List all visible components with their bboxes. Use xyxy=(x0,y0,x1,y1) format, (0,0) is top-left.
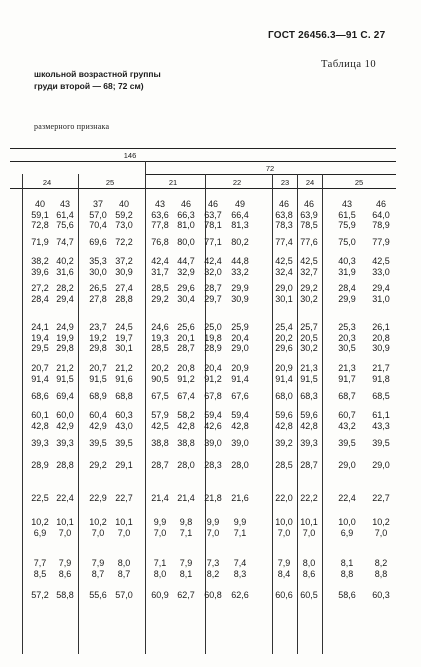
table-cell: 60,6 xyxy=(275,590,293,600)
table-cell: 60,3 xyxy=(372,590,390,600)
table-cell: 7,1 8,0 xyxy=(153,558,167,579)
table-cell: 42,4 31,7 xyxy=(151,256,169,277)
table-cell: 10,1 7,0 xyxy=(115,517,133,538)
table-cell: 28,8 xyxy=(56,460,74,470)
table-cell: 29,0 xyxy=(372,460,390,470)
table-cell: 25,7 20,5 30,2 xyxy=(300,322,318,353)
table-cell: 39,0 xyxy=(204,438,222,448)
table-cell: 22,5 xyxy=(31,493,49,503)
size-header: 21 xyxy=(168,178,178,187)
table-cell: 10,2 6,9 xyxy=(31,517,49,538)
table-cell: 20,9 91,4 xyxy=(275,363,293,384)
table-cell: 28,7 29,7 xyxy=(204,283,222,304)
table-cell: 7,4 8,3 xyxy=(233,558,247,579)
table-cell: 37 57,0 70,4 xyxy=(89,199,107,230)
table-cell: 68,6 xyxy=(31,391,49,401)
table-caption-line-1: школьной возрастной группы xyxy=(34,69,161,79)
table-cell: 57,9 42,5 xyxy=(151,410,169,431)
table-cell: 29,0 30,1 xyxy=(275,283,293,304)
table-cell: 68,9 xyxy=(89,391,107,401)
col-divider xyxy=(322,174,323,654)
table-cell: 71,9 xyxy=(31,237,49,247)
table-cell: 22,2 xyxy=(300,493,318,503)
table-cell: 21,4 xyxy=(151,493,169,503)
table-cell: 69,6 xyxy=(89,237,107,247)
table-cell: 60,4 42,9 xyxy=(89,410,107,431)
table-cell: 57,2 xyxy=(31,590,49,600)
table-cell: 40,2 31,6 xyxy=(56,256,74,277)
table-cell: 10,2 7,0 xyxy=(89,517,107,538)
table-cell: 75,0 xyxy=(338,237,356,247)
table-cell: 74,7 xyxy=(56,237,74,247)
table-cell: 68,3 xyxy=(300,391,318,401)
table-cell: 28,0 xyxy=(231,460,249,470)
table-cell: 38,2 39,6 xyxy=(31,256,49,277)
table-cell: 29,0 xyxy=(338,460,356,470)
col-group-72: 72 xyxy=(265,164,275,173)
table-cell: 39,5 xyxy=(372,438,390,448)
table-cell: 40,3 31,9 xyxy=(338,256,356,277)
table-cell: 20,7 91,5 xyxy=(89,363,107,384)
table-cell: 39,3 xyxy=(300,438,318,448)
table-cell: 39,5 xyxy=(89,438,107,448)
table-cell: 39,0 xyxy=(231,438,249,448)
size-header: 24 xyxy=(305,178,315,187)
table-cell: 77,1 xyxy=(204,237,222,247)
table-cell: 59,4 42,8 xyxy=(231,410,249,431)
table-cell: 29,4 31,0 xyxy=(372,283,390,304)
table-cell: 21,2 91,6 xyxy=(115,363,133,384)
table-cell: 28,5 xyxy=(275,460,293,470)
table-cell: 28,9 xyxy=(31,460,49,470)
table-cell: 25,9 20,4 29,0 xyxy=(231,322,249,353)
table-cell: 28,0 xyxy=(177,460,195,470)
table-cell: 59,6 42,8 xyxy=(275,410,293,431)
table-cell: 24,1 19,4 29,5 xyxy=(31,322,49,353)
table-cell: 80,2 xyxy=(231,237,249,247)
table-cell: 67,8 xyxy=(204,391,222,401)
table-cell: 27,2 28,4 xyxy=(31,283,49,304)
table-cell: 68,0 xyxy=(275,391,293,401)
table-cell: 25,6 20,1 28,7 xyxy=(177,322,195,353)
table-cell: 22,4 xyxy=(338,493,356,503)
table-cell: 23,7 19,2 29,8 xyxy=(89,322,107,353)
table-cell: 58,2 42,8 xyxy=(177,410,195,431)
table-cell: 9,9 7,1 xyxy=(233,517,247,538)
table-cell: 67,5 xyxy=(151,391,169,401)
table-cell: 69,4 xyxy=(56,391,74,401)
table-cell: 9,9 7,0 xyxy=(153,517,167,538)
size-header: 23 xyxy=(280,178,290,187)
table-cell: 10,1 7,0 xyxy=(300,517,318,538)
table-cell: 28,4 29,9 xyxy=(338,283,356,304)
table-cell: 43 61,5 75,9 xyxy=(338,199,356,230)
table-cell: 24,6 19,3 28,5 xyxy=(151,322,169,353)
table-cell: 28,2 29,4 xyxy=(56,283,74,304)
table-cell: 21,2 91,5 xyxy=(56,363,74,384)
table-cell: 20,7 91,4 xyxy=(31,363,49,384)
table-cell: 7,9 8,7 xyxy=(91,558,105,579)
table-cell: 42,5 33,0 xyxy=(372,256,390,277)
table-cell: 10,2 7,0 xyxy=(372,517,390,538)
table-cell: 21,8 xyxy=(204,493,222,503)
table-cell: 20,9 91,4 xyxy=(231,363,249,384)
table-cell: 20,4 91,2 xyxy=(204,363,222,384)
table-cell: 37,2 30,9 xyxy=(115,256,133,277)
table-cell: 25,0 19,8 28,9 xyxy=(204,322,222,353)
table-cell: 42,5 32,4 xyxy=(275,256,293,277)
table-cell: 44,7 32,9 xyxy=(177,256,195,277)
table-cell: 22,7 xyxy=(372,493,390,503)
table-cell: 10,0 7,0 xyxy=(275,517,293,538)
table-cell: 29,2 30,2 xyxy=(300,283,318,304)
table-cell: 67,6 xyxy=(231,391,249,401)
table-cell: 67,4 xyxy=(177,391,195,401)
table-cell: 24,9 19,9 29,8 xyxy=(56,322,74,353)
col-divider xyxy=(145,161,146,654)
table-cell: 46 63,8 78,3 xyxy=(275,199,293,230)
table-cell: 29,6 30,4 xyxy=(177,283,195,304)
table-cell: 8,1 8,8 xyxy=(340,558,354,579)
table-cell: 49 66,4 81,3 xyxy=(231,199,249,230)
table-cell: 43 61,4 75,6 xyxy=(56,199,74,230)
table-cell: 72,2 xyxy=(115,237,133,247)
rule-header-bottom xyxy=(10,188,396,189)
table-cell: 21,3 91,5 xyxy=(300,363,318,384)
document-code: ГОСТ 26456.3—91 С. 27 xyxy=(268,30,386,41)
table-cell: 46 64,0 78,9 xyxy=(372,199,390,230)
table-cell: 40 59,1 72,8 xyxy=(31,199,49,230)
table-cell: 26,1 20,8 30,9 xyxy=(372,322,390,353)
rule-subgroup xyxy=(145,174,396,175)
table-label: Таблица 10 xyxy=(321,59,377,70)
table-cell: 22,9 xyxy=(89,493,107,503)
table-cell: 57,0 xyxy=(115,590,133,600)
col-divider xyxy=(78,174,79,654)
table-cell: 26,5 27,8 xyxy=(89,283,107,304)
table-cell: 44,8 33,2 xyxy=(231,256,249,277)
table-cell: 46 63,7 78,1 xyxy=(204,199,222,230)
table-cell: 28,7 xyxy=(300,460,318,470)
table-cell: 7,9 8,6 xyxy=(58,558,72,579)
col-divider xyxy=(22,174,23,654)
table-cell: 7,3 8,2 xyxy=(206,558,220,579)
table-cell: 7,9 8,4 xyxy=(277,558,291,579)
rule-group xyxy=(10,161,396,162)
table-cell: 38,8 xyxy=(151,438,169,448)
table-cell: 68,8 xyxy=(115,391,133,401)
table-cell: 68,5 xyxy=(372,391,390,401)
table-cell: 21,3 91,7 xyxy=(338,363,356,384)
size-header: 25 xyxy=(354,178,364,187)
table-cell: 27,4 28,8 xyxy=(115,283,133,304)
table-cell: 39,3 xyxy=(56,438,74,448)
table-cell: 28,7 xyxy=(151,460,169,470)
table-cell: 77,9 xyxy=(372,237,390,247)
table-cell: 42,4 32,0 xyxy=(204,256,222,277)
table-cell: 8,0 8,6 xyxy=(302,558,316,579)
table-cell: 58,8 xyxy=(56,590,74,600)
size-header: 25 xyxy=(105,178,115,187)
table-cell: 80,0 xyxy=(177,237,195,247)
size-header: 22 xyxy=(232,178,242,187)
table-cell: 42,5 32,7 xyxy=(300,256,318,277)
table-cell: 60,8 xyxy=(204,590,222,600)
rule-top xyxy=(10,148,396,149)
table-cell: 22,0 xyxy=(275,493,293,503)
table-cell: 58,6 xyxy=(338,590,356,600)
table-cell: 25,4 20,2 29,6 xyxy=(275,322,293,353)
table-cell: 21,7 91,8 xyxy=(372,363,390,384)
table-cell: 60,3 43,0 xyxy=(115,410,133,431)
table-cell: 77,6 xyxy=(300,237,318,247)
table-cell: 60,9 xyxy=(151,590,169,600)
table-cell: 40 59,2 73,0 xyxy=(115,199,133,230)
table-cell: 46 63,9 78,5 xyxy=(300,199,318,230)
table-cell: 39,2 xyxy=(275,438,293,448)
table-cell: 60,0 42,9 xyxy=(56,410,74,431)
table-cell: 10,0 6,9 xyxy=(338,517,356,538)
table-cell: 35,3 30,0 xyxy=(89,256,107,277)
table-cell: 20,8 91,2 xyxy=(177,363,195,384)
table-cell: 21,4 xyxy=(177,493,195,503)
table-cell: 7,9 8,1 xyxy=(179,558,193,579)
table-cell: 60,7 43,2 xyxy=(338,410,356,431)
table-cell: 43 63,6 77,8 xyxy=(151,199,169,230)
table-cell: 29,9 30,9 xyxy=(231,283,249,304)
table-cell: 22,7 xyxy=(115,493,133,503)
table-cell: 39,5 xyxy=(338,438,356,448)
table-cell: 28,5 29,2 xyxy=(151,283,169,304)
table-cell: 61,1 43,3 xyxy=(372,410,390,431)
column-note: размерного признака xyxy=(34,122,110,131)
table-cell: 29,1 xyxy=(115,460,133,470)
table-cell: 59,6 42,8 xyxy=(300,410,318,431)
table-cell: 62,6 xyxy=(231,590,249,600)
table-cell: 62,7 xyxy=(177,590,195,600)
table-cell: 22,4 xyxy=(56,493,74,503)
table-cell: 8,0 8,7 xyxy=(117,558,131,579)
table-cell: 39,5 xyxy=(115,438,133,448)
table-cell: 8,2 8,8 xyxy=(374,558,388,579)
size-header: 24 xyxy=(42,178,52,187)
col-group-146: 146 xyxy=(123,151,137,160)
table-cell: 10,1 7,0 xyxy=(56,517,74,538)
table-cell: 38,8 xyxy=(177,438,195,448)
table-cell: 7,7 8,5 xyxy=(33,558,47,579)
table-cell: 55,6 xyxy=(89,590,107,600)
table-cell: 20,2 90,5 xyxy=(151,363,169,384)
table-cell: 39,3 xyxy=(31,438,49,448)
table-cell: 76,8 xyxy=(151,237,169,247)
table-cell: 77,4 xyxy=(275,237,293,247)
table-cell: 68,7 xyxy=(338,391,356,401)
table-cell: 29,2 xyxy=(89,460,107,470)
table-cell: 24,5 19,7 30,1 xyxy=(115,322,133,353)
table-cell: 46 66,3 81,0 xyxy=(177,199,195,230)
table-cell: 21,6 xyxy=(231,493,249,503)
table-cell: 60,1 42,8 xyxy=(31,410,49,431)
table-cell: 9,9 7,0 xyxy=(206,517,220,538)
table-cell: 59,4 42,6 xyxy=(204,410,222,431)
table-cell: 28,3 xyxy=(204,460,222,470)
table-cell: 25,3 20,3 30,5 xyxy=(338,322,356,353)
table-caption-line-2: груди второй — 68; 72 см) xyxy=(34,81,144,91)
table-cell: 9,8 7,1 xyxy=(179,517,193,538)
table-cell: 60,5 xyxy=(300,590,318,600)
